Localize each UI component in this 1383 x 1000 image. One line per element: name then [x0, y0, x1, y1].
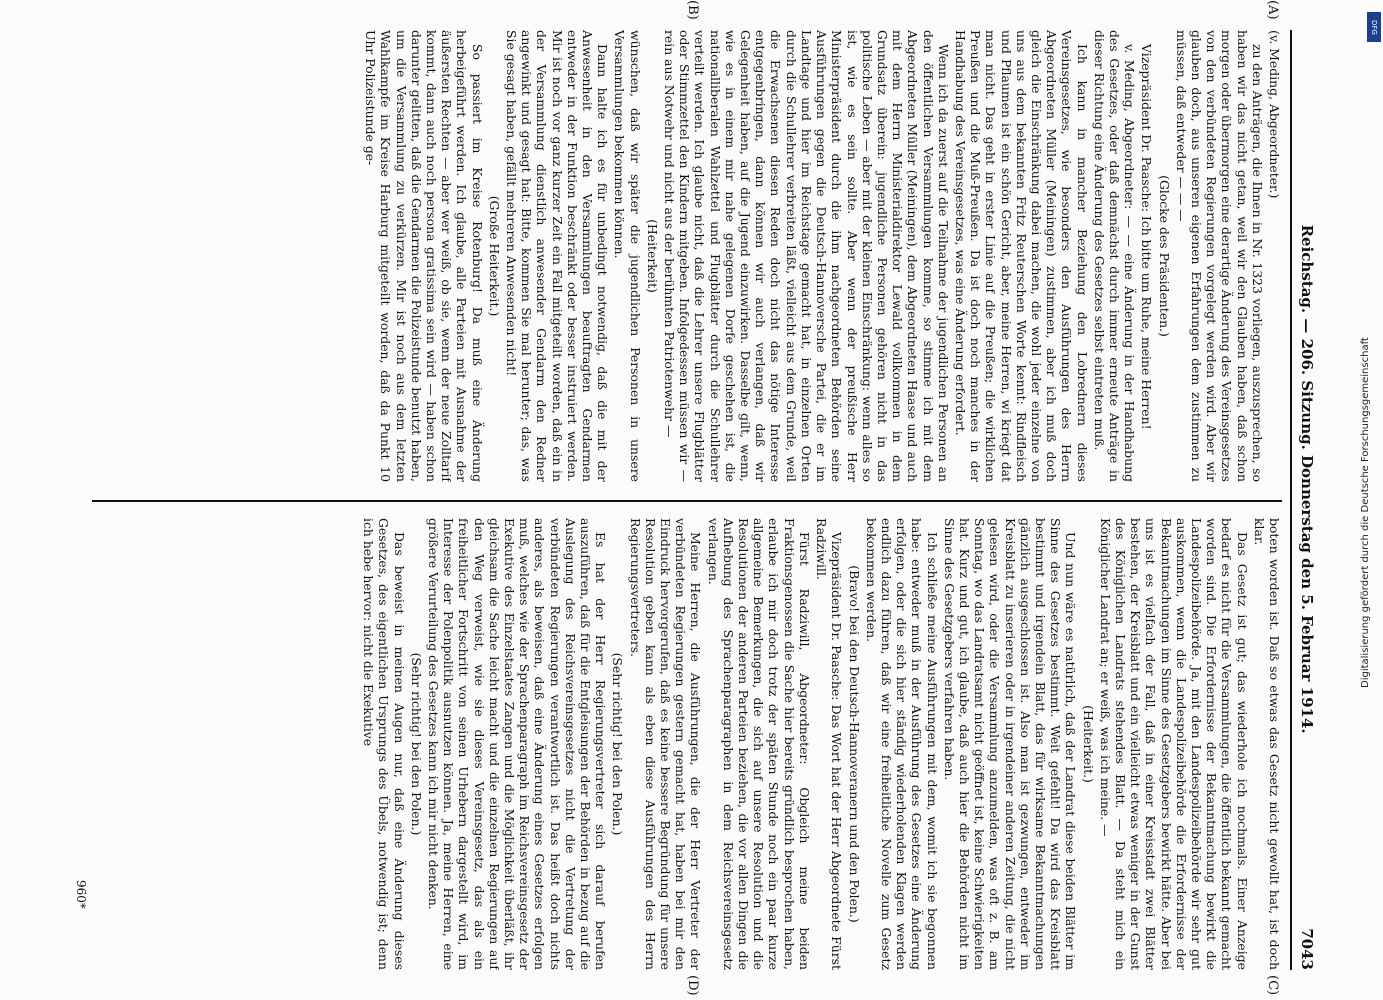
marker-c: (C)	[1265, 975, 1280, 996]
page-number: 7043	[1298, 928, 1316, 970]
paragraph: boten worden ist. Daß so etwas das Gesetz nicht gewollt hat, ist doch klar.	[1251, 518, 1282, 970]
remark: (Bravo! bei den Deutsch-Hannoveranern und den Polen.)	[846, 565, 862, 923]
header-rule	[1290, 30, 1292, 970]
right-column	[82, 518, 1282, 970]
marker-b: (B)	[685, 0, 700, 20]
paragraph: Vizepräsident Dr. Paasche: Ich bitte um Ruhe, meine Herren!	[1139, 44, 1155, 430]
signature-mark: 960*	[74, 880, 88, 909]
remark: (Heiterkeit)	[644, 219, 660, 293]
left-column	[82, 30, 1282, 482]
paragraph: Und nun wäre es natürlich, daß der Landrat diese beiden Blätter im Sinne des Gesetzes bestimmt. Weit gefehlt! Da wird das Kreisblatt bestimmt und irgendein Blatt, das für wirksame Bekanntmachungen gänzlich ausgeschlossen ist. Also man ist gezwungen, entweder im Kreisblatt zu inserieren oder in irgendeiner anderen Zeitung, die nicht gelesen wird, oder die Versammlung anzumelden, was oft z. B. am Sonntag, wo das Landratsamt nicht geöffnet ist, keine Schwierigkeiten hat. Kurz und gut, ich glaube, daß auch hier die Behörden nicht im Sinne des Gesetzgebers verfahren haben.	[941, 518, 1079, 970]
paragraph: Wenn ich da zuerst auf die Teilnahme der jugendlichen Personen an den öffentlichen Versammlungen komme, so stimme ich mit dem Abgeordneten Müller (Meiningen), dem Abgeordneten Haase und auch mit dem Herrn Ministerialdirektor Lewald vollkommen in dem Grundsatz überein: jugendliche Personen gehören nicht in das politische Leben — aber mit der kleinen Einschränkung: wenn alles so ist, wie es sein sollte. Aber wenn der preußische Herr Ministerpräsident durch die ihm nachgeordneten Behörden seine Ausführungen gegen die Deutsch-Hannoversche Partei, die er im Landtage und hier im Reichstage gemacht hat, in einzelnen Orten durch die Schullehrer verbreiten läßt, vielleicht aus dem Grunde, weil die Erwachsenen diesen Reden doch nicht das nötige Interesse entgegenbringen, dann können wir auch verlangen, daß wir Gelegenheit haben, auf die Jugend einzuwirken. Dasselbe gilt, wenn, wie es in einem mir nahe gelegenen Dorfe geschehen ist, die nationalliberalen Wahlzettel und Flugblätter durch die Schullehrer verteilt werden. Ich glaube nicht, daß die Lehrer unsere Flugblätter oder Stimmzettel den Kindern mitgeben. Infolgedessen müssen wir — rein aus Notwehr und nicht aus der berühmten Patriotenwehr —	[662, 30, 951, 482]
rotated-page	[70, 0, 1320, 996]
paragraph: wünschen, daß wir später die jugendlichen Personen in unsere Versammlungen bekommen können.	[612, 30, 643, 482]
page-header	[1294, 30, 1320, 970]
marker-a: (A)	[1265, 0, 1280, 20]
paragraph: Ich kann in mancher Beziehung den Lobrednern dieses Vereinsgesetzes, wie besonders den Ausführungen des Herrn Abgeordneten Müller (Meiningen) zustimmen, aber ich muß doch gleich die Einschränkung dabei machen, die wohl jeder einzelne von uns aus dem bekannten Fritz Reuterschen Worte kennt: Rindfleisch und Pflaumen ist ein schön Gericht, aber, meine Herren, wi kriegt dat man nicht. Das geht in erster Linie auf die Preußen; die wirklichen Preußen und die Muß-Preußen. Da ist doch noch manches in der Handhabung des Vereinsgesetzes, was eine Änderung erfordert.	[952, 30, 1090, 482]
remark: (Sehr richtig! bei den Polen.)	[408, 652, 424, 836]
marker-d: (D)	[685, 975, 700, 996]
speaker-note: (v. Meding, Abgeordneter.)	[1267, 30, 1282, 199]
paragraph: Ich schließe meine Ausführungen mit dem, womit ich sie begonnen habe: entweder muß in der Ausführung des Gesetzes eine Änderung erfolgen, oder die sich hier ständig wiederholenden Klagen werden endlich dazu führen, daß wir eine freiheitliche Novelle zum Gesetz bekommen werden.	[863, 518, 940, 970]
paragraph: Fürst Radziwill, Abgeordneter: Obgleich meine beiden Fraktionsgenossen die Sache hier bereits gründlich besprochen haben, erlaube ich mir doch trotz der späten Stunde noch ein paar kurze allgemeine Bemerkungen, die sich auf unsere Resolution und die Resolutionen der anderen Parteien beziehen, die vor allen Dingen die Aufhebung des Sprachenparagraphen in dem Reichsvereinsgesetz verlangen.	[705, 518, 812, 970]
header-title: Reichstag. — 206. Sitzung. Donnerstag den 5. Februar 1914.	[1298, 224, 1316, 734]
paragraph: So passiert im Kreise Rotenburg! Da muß eine Änderung herbeigeführt werden. Ich glaube, alle Parteien mit Ausnahme der äußersten Rechten — aber wer weiß, ob sie, wenn der neue Zolltarif kommt, dann auch noch persona gratissima sein wird — haben schon darunter gelitten, daß die Gendarmen die Polizeistunde benutzt haben, um die Versammlung zu verkürzen. Mir ist noch aus dem letzten Wahlkampfe im Kreise Harburg mitgeteilt worden, daß da Punkt 10 Uhr Polizeistunde ge-	[363, 30, 485, 482]
paragraph: Vizepräsident Dr. Paasche: Das Wort hat der Herr Abgeordnete Fürst Radziwill.	[814, 518, 845, 970]
remark: (Große Heiterkeit.)	[486, 195, 502, 317]
column-rule	[92, 500, 1282, 502]
remark: (Sehr richtig! bei den Polen.)	[610, 652, 626, 836]
digitization-note: Digitalisierung gefördert durch die Deutsche Forschungsgemeinschaft	[1360, 337, 1371, 688]
paragraph: Das beweist in meinen Augen nur, daß eine Änderung dieses Gesetzes, des eigentlichen Ursprungs des Übels, notwendig ist; denn ich hebe hervor: nicht die Exekutive	[361, 518, 407, 970]
paragraph: Es hat der Herr Regierungsvertreter sich darauf berufen auszuführen, daß für die Entgleisungen der Behörden in bezug auf die Auslegung des Reichsvereinsgesetzes nicht die Vertretung der verbündeten Regierungen verantwortlich ist. Das heißt doch nichts anderes, als beweisen, daß eine Änderung eines Gesetzes erfolgen muß, welches wie der Sprachenparagraph im Reichsvereinsgesetz der Exekutive des Einzelstaates Zangen und die Möglichkeit überläßt, ihr gleichsam die Sache leicht macht und die einzelnen Regierungen auf den Weg verweist, wie sie dieses Vereinsgesetz, das als ein freiheitlicher Fortschritt von seinen Urhebern dargestellt wird, im Interesse der Polenpolitik ausnutzen können. Ja, meine Herren, eine größere Verurteilung des Gesetzes kann ich mir nicht denken.	[426, 518, 609, 970]
paragraph: Meine Herren, die Ausführungen, die der Herr Vertreter der verbündeten Regierungen gestern gemacht hat, haben bei mir den Eindruck hervorgerufen, daß es keine bessere Begründung für unsere Resolution geben kann als eben diese Ausführungen des Herrn Regierungsvertreters.	[627, 518, 704, 970]
remark: (Glocke des Präsidenten.)	[1156, 175, 1172, 337]
paragraph: Das Gesetz ist gut; das wiederhole ich nochmals. Einer Anzeige bedarf es nicht für die Versammlungen, die öffentlich bekannt gemacht worden sind. Die Erfordernisse der Bekanntmachung bewirkt die Landespolizeibehörde. Ja, mit den Landespolizeibehörde wir sehr gut auskommen, wenn die Landespolizeibehörde die Erfordernisse der Bekanntmachungen im Sinne des Gesetzgebers bewirkt hätte. Aber bei uns ist es vielfach der Fall, daß in einer Kreisstadt zwei Blätter bestehen, der Kreisblatt und ein vielleicht etwas weniger in der Gunst des Königlichen Landrats stehendes Blatt. — Da steht mich ein Königlicher Landrat an; er weiß, was ich meine. —	[1097, 518, 1250, 970]
remark: (Heiterkeit.)	[1080, 705, 1096, 783]
paragraph: zu den Anträgen, die Ihnen in Nr. 1323 vorliegen, auszusprechen, so haben wir das nicht getan, weil wir den Glauben haben, daß schon morgen oder übermorgen eine derartige Änderung des Vereinsgesetzes von den verbündeten Regierungen vorgelegt werden wird. Aber wir glauben doch, aus unseren eigenen Erfahrungen dem zustimmen zu müssen, daß entweder — — —	[1173, 30, 1265, 482]
paragraph: v. Meding, Abgeordneter: — — eine Änderung in der Handhabung des Gesetzes, oder daß demnächst durch immer erneute Anträge in dieser Richtung eine Änderung des Gesetzes selbst eintreten muß.	[1091, 30, 1138, 482]
paragraph: Dann halte ich es für unbedingt notwendig, daß die mit der Anwesenheit in den Versammlungen beauftragten Gendarmen entweder in der Funktion beschränkt oder besser instruiert werden. Mir ist noch vor ganz kurzer Zeit ein Fall mitgeteilt worden, daß ein in der Versammlung dienstlich anwesender Gendarm den Redner angewinkt und gesagt hat: Bitte, kommen Sie mal herunter; das, was Sie gesagt haben, gefällt mehreren Anwesenden nicht!	[504, 30, 611, 482]
dfg-logo: DFG	[1367, 12, 1381, 42]
